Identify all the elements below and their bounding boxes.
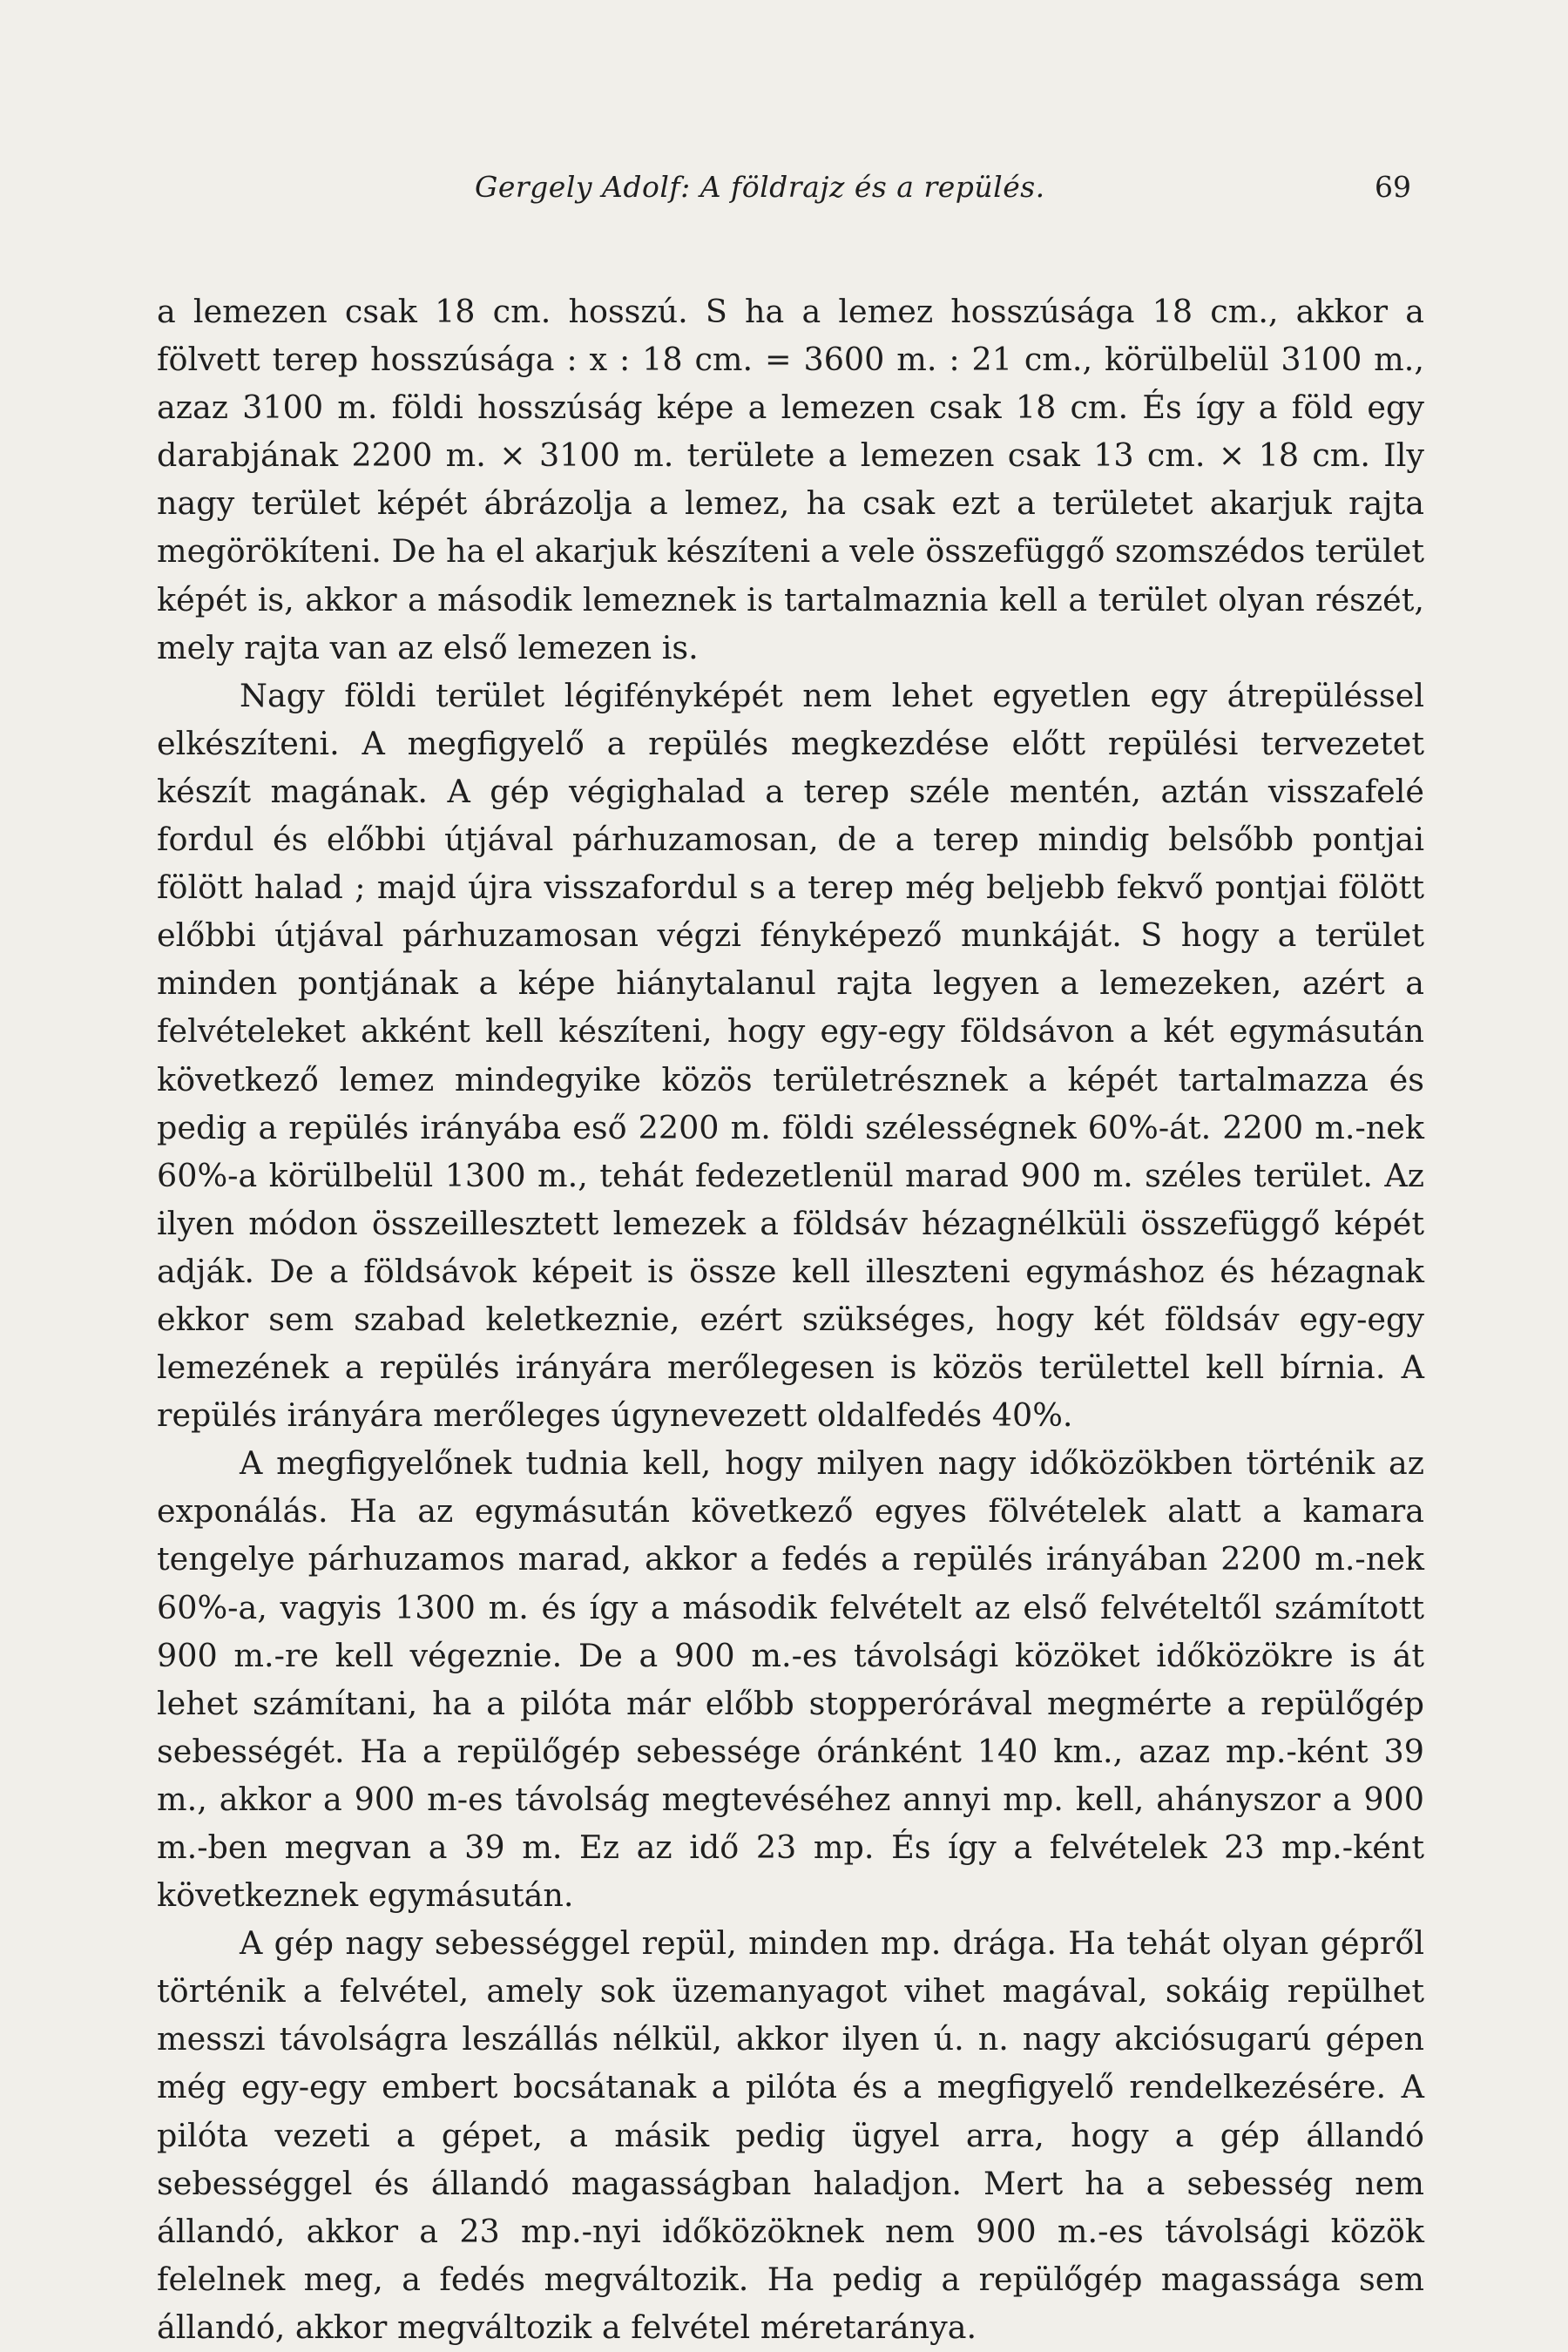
- paragraph: a lemezen csak 18 cm. hosszú. S ha a lemez hosszúsága 18 cm., akkor a fölvett terep hosszúsága : x : 18 cm. = 3600 m. : 21 cm., körülbelül 3100 m., azaz 3100 m. földi hosszúság képe a lemezen csak 18 cm. És így a föld egy darabjának 2200 m. × 3100 m. területe a lemezen csak 13 cm. × 18 cm. Ily nagy terület képét ábrázolja a lemez, ha csak ezt a területet akarjuk rajta megörökíteni. De ha el akarjuk készíteni a vele összefüggő szomszédos terület képét is, akkor a második lemeznek is tartalmaznia kell a terület olyan részét, mely rajta van az első lemezen is.: [157, 293, 1424, 666]
- body-text: [157, 287, 1424, 2351]
- running-title: Gergely Adolf: A földrajz és a repülés.: [475, 170, 1045, 204]
- page-number: 69: [1375, 170, 1411, 204]
- paragraph: A megfigyelőnek tudnia kell, hogy milyen nagy időközökben történik az exponálás. Ha az egymásután következő egyes fölvételek alatt a kamara tengelye párhuzamos marad, akkor a fedés a repülés irányában 2200 m.-nek 60%-a, vagyis 1300 m. és így a második felvételt az első felvételtől számított 900 m.-re kell végeznie. De a 900 m.-es távolsági közöket időközökre is át lehet számítani, ha a pilóta már előbb stopperórával megmérte a repülőgép sebességét. Ha a repülőgép sebessége óránként 140 km., azaz mp.-ként 39 m., akkor a 900 m-es távolság megtevéséhez annyi mp. kell, ahányszor a 900 m.-ben megvan a 39 m. Ez az idő 23 mp. És így a felvételek 23 mp.-ként következnek egymásután.: [157, 1444, 1424, 1915]
- paragraph: A gép nagy sebességgel repül, minden mp. drága. Ha tehát olyan gépről történik a felvétel, amely sok üzemanyagot vihet magával, sokáig repülhet messzi távolságra leszállás nélkül, akkor ilyen ú. n. nagy akciósugarú gépen még egy-egy embert bocsátanak a pilóta és a megfigyelő rendelkezésére. A pilóta vezeti a gépet, a másik pedig ügyel arra, hogy a gép állandó sebességgel és állandó magasságban haladjon. Mert ha a sebesség nem állandó, akkor a 23 mp.-nyi időközöknek nem 900 m.-es távolsági közök felelnek meg, a fedés megváltozik. Ha pedig a repülőgép magassága sem állandó, akkor megváltozik a felvétel méretaránya.: [157, 1924, 1424, 2346]
- paragraph: Nagy földi terület légifényképét nem lehet egyetlen egy átrepüléssel elkészíteni. A megfigyelő a repülés megkezdése előtt repülési tervezetet készít magának. A gép végighalad a terep széle mentén, aztán visszafelé fordul és előbbi útjával párhuzamosan, de a terep mindig belsőbb pontjai fölött halad ; majd újra visszafordul s a terep még beljebb fekvő pontjai fölött előbbi útjával párhuzamosan végzi fényképező munkáját. S hogy a terület minden pontjának a képe hiánytalanul rajta legyen a lemezeken, azért a felvételeket akként kell készíteni, hogy egy-egy földsávon a két egymásután következő lemez mindegyike közös területrésznek a képét tartalmazza és pedig a repülés irányába eső 2200 m. földi szélességnek 60%-át. 2200 m.-nek 60%-a körülbelül 1300 m., tehát fedezetlenül marad 900 m. széles terület. Az ilyen módon összeillesztett lemezek a földsáv hézagnélküli összefüggő képét adják. De a földsávok képeit is össze kell illeszteni egymáshoz és hézagnak ekkor sem szabad keletkeznie, ezért szükséges, hogy két földsáv egy-egy lemezének a repülés irányára merőlegesen is közös területtel kell bírnia. A repülés irányára merőleges úgynevezett oldalfedés 40%.: [157, 676, 1424, 1435]
- page-header: [475, 170, 1411, 213]
